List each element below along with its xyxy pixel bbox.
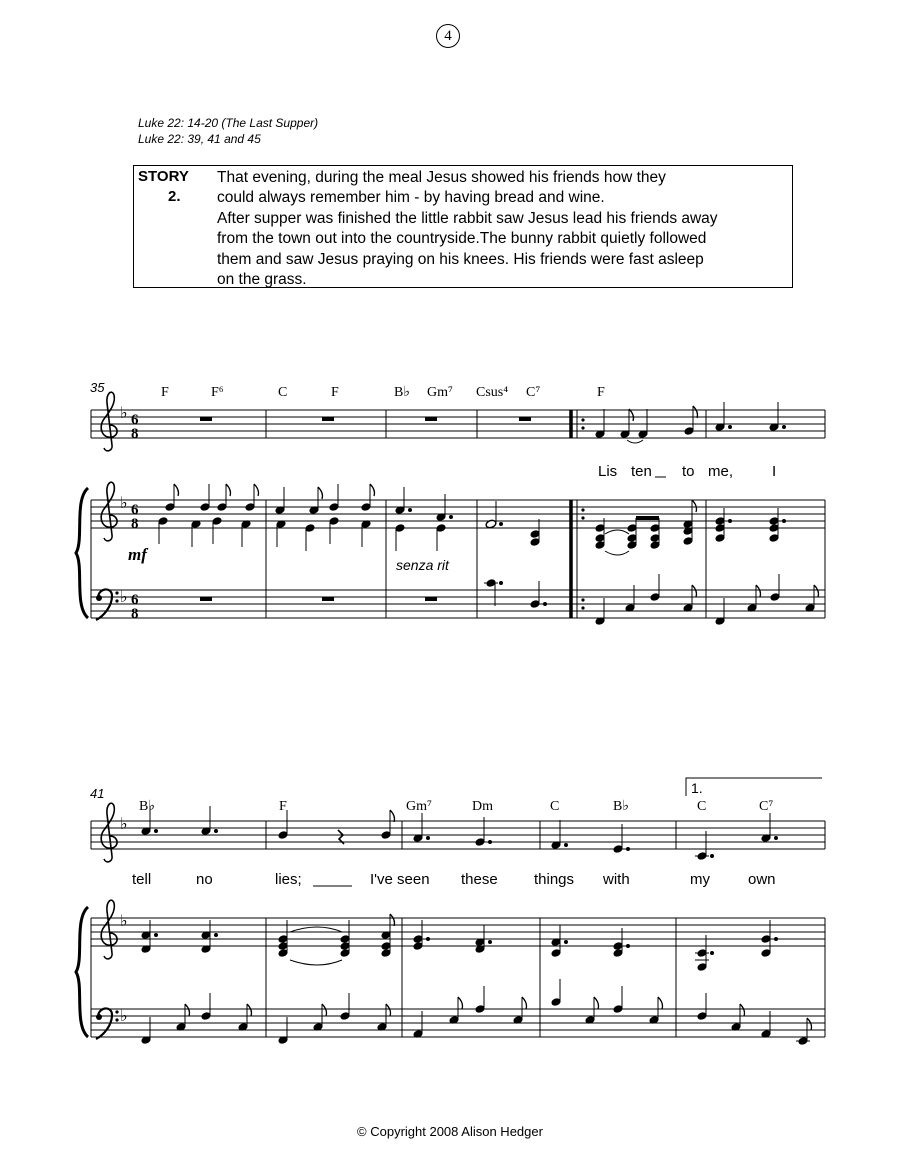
time-sig-bottom: 8 bbox=[131, 516, 139, 532]
lyric: tell bbox=[132, 871, 152, 888]
lyrics-line-1 bbox=[598, 463, 776, 480]
story-label: STORY bbox=[138, 168, 189, 185]
chord-symbol: Gm⁷ bbox=[427, 385, 453, 400]
story-line: them and saw Jesus praying on his knees. His friends were fast asleep bbox=[217, 250, 704, 268]
scripture-reference-2: Luke 22: 39, 41 and 45 bbox=[138, 132, 261, 146]
vocal-rests bbox=[200, 417, 531, 421]
dynamic-marking: mf bbox=[128, 545, 147, 564]
flat-icon: ♭ bbox=[120, 403, 128, 422]
flat-icon: ♭ bbox=[120, 911, 128, 930]
flat-icon: ♭ bbox=[120, 814, 128, 833]
piano-bass-staff bbox=[91, 590, 825, 618]
volta-label: 1. bbox=[691, 780, 703, 796]
piano-treble-notes bbox=[141, 914, 777, 971]
lyric: ten bbox=[631, 463, 652, 480]
chord-symbols bbox=[161, 385, 605, 400]
lyric: own bbox=[748, 871, 776, 888]
chord-symbol: C⁷ bbox=[759, 799, 774, 814]
lyric: with bbox=[603, 871, 630, 888]
chord-symbol: Gm⁷ bbox=[406, 799, 432, 814]
flat-icon: ♭ bbox=[120, 1006, 128, 1025]
lyric: I bbox=[772, 463, 777, 480]
flat-icon: ♭ bbox=[120, 493, 128, 512]
story-number: 2. bbox=[168, 188, 181, 205]
lyrics-line-2 bbox=[132, 871, 776, 888]
time-sig-top: 6 bbox=[131, 502, 139, 518]
flat-icon: ♭ bbox=[120, 587, 128, 606]
story-line: from the town out into the countryside.The bunny rabbit quietly followed bbox=[217, 230, 707, 248]
lyric: Lis bbox=[598, 463, 618, 480]
bass-clef-icon bbox=[96, 1008, 119, 1039]
chord-symbol: C bbox=[278, 385, 288, 400]
lyric: me, bbox=[708, 463, 734, 480]
measure-number: 41 bbox=[90, 786, 105, 801]
vocal-staff bbox=[91, 410, 825, 438]
expression-marking: senza rit bbox=[396, 557, 449, 573]
story-line: After supper was finished the little rabbit saw Jesus lead his friends away bbox=[217, 209, 718, 227]
chord-symbol: F bbox=[279, 799, 287, 814]
vocal-notes bbox=[595, 402, 785, 443]
system-1 bbox=[76, 380, 825, 625]
page-number: 4 bbox=[436, 24, 460, 48]
chord-symbol: F⁶ bbox=[211, 385, 224, 400]
vocal-staff bbox=[91, 821, 825, 849]
chord-symbol: F bbox=[161, 385, 169, 400]
system-2 bbox=[76, 778, 825, 1045]
story-line: That evening, during the meal Jesus showed his friends how they bbox=[217, 169, 666, 186]
lyric: I've seen bbox=[370, 871, 430, 888]
story-line: could always remember him - by having bread and wine. bbox=[217, 189, 605, 207]
treble-clef-icon bbox=[101, 392, 117, 451]
time-sig-top: 6 bbox=[131, 412, 139, 428]
time-sig-bottom: 8 bbox=[131, 606, 139, 622]
volta-bracket bbox=[686, 778, 822, 796]
piano-bass-notes bbox=[141, 979, 811, 1045]
chord-symbol: B♭ bbox=[394, 385, 410, 400]
bass-clef-icon bbox=[96, 589, 119, 620]
chord-symbol: C bbox=[697, 799, 707, 814]
chord-symbol: B♭ bbox=[613, 799, 629, 814]
time-sig-top: 6 bbox=[131, 592, 139, 608]
lyric: my bbox=[690, 871, 710, 888]
chord-symbol: C⁷ bbox=[526, 385, 541, 400]
treble-clef-icon bbox=[101, 482, 117, 541]
lyric: these bbox=[461, 871, 498, 888]
chord-symbol: Csus⁴ bbox=[476, 385, 509, 400]
scripture-reference-1: Luke 22: 14-20 (The Last Supper) bbox=[138, 116, 319, 130]
chord-symbol: F bbox=[597, 385, 605, 400]
chord-symbol: F bbox=[331, 385, 339, 400]
copyright-notice: © Copyright 2008 Alison Hedger bbox=[357, 1124, 543, 1139]
lyric: to bbox=[682, 463, 695, 480]
piano-brace bbox=[76, 488, 88, 618]
treble-clef-icon bbox=[101, 900, 117, 959]
lyric: no bbox=[196, 871, 213, 888]
piano-treble-notes bbox=[158, 484, 785, 555]
vocal-notes bbox=[141, 806, 777, 860]
lyric: lies; bbox=[275, 871, 302, 888]
story-line: on the grass. bbox=[217, 271, 307, 289]
chord-symbol: C bbox=[550, 799, 560, 814]
time-sig-bottom: 8 bbox=[131, 426, 139, 442]
chord-symbol: Dm bbox=[472, 799, 493, 814]
treble-clef-icon bbox=[101, 803, 117, 862]
chord-symbols bbox=[139, 799, 773, 814]
lyric: things bbox=[534, 871, 575, 888]
piano-brace bbox=[76, 907, 88, 1037]
chord-symbol: B♭ bbox=[139, 799, 155, 814]
measure-number: 35 bbox=[90, 380, 105, 395]
